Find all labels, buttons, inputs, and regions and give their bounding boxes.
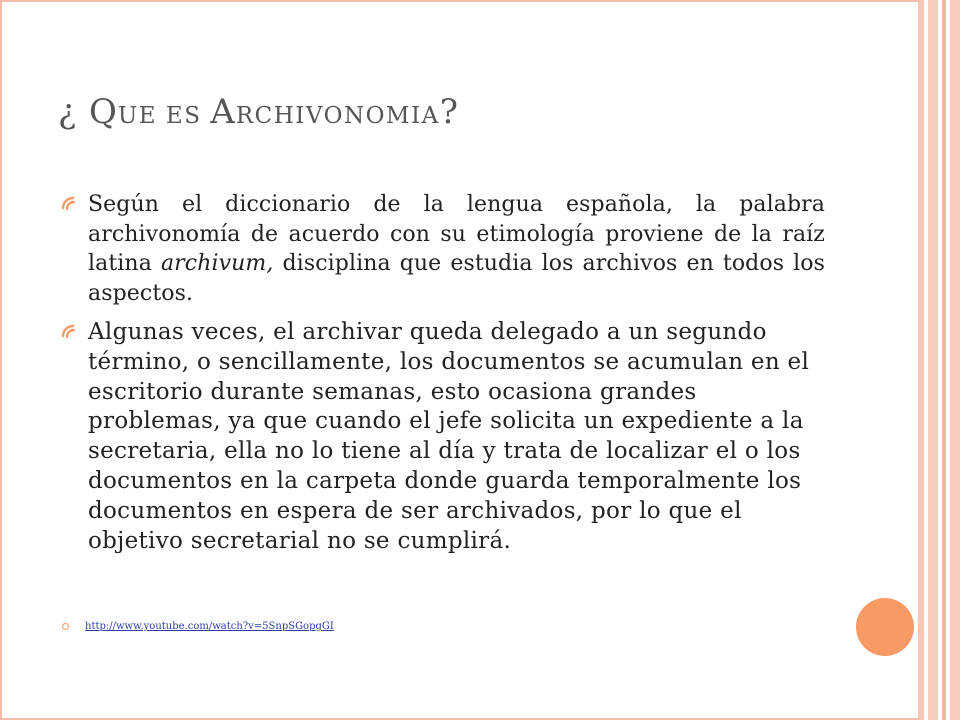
bullet-item-1 [60,190,825,308]
sprout-icon [60,194,76,212]
slide-frame-left [0,0,12,720]
title-prefix: ¿ [58,92,90,132]
sprout-icon [60,322,76,340]
bullet-list [60,190,825,556]
slide-title [58,92,459,132]
decorative-stripes [918,0,960,720]
title-suffix: ? [439,92,459,132]
bullet-1-text: Según el diccionario de la lengua española, la palabra archivonomía de acuerdo con su etimología proviene de la raíz latina [88,192,825,276]
circle-icon [62,623,69,630]
bullet-2-text: Algunas veces, el archivar queda delegado a un segundo término, o sencillamente, los documentos se acumulan en el escritorio durante semanas, esto ocasiona grandes problemas, ya que cuando el jefe solicita un expediente a la secretaria, ella no lo tiene al día y trata de localizar el o los documentos en la carpeta donde guarda temporalmente los documentos en espera de ser archivados, por lo que el objetivo secretarial no se cumplirá. [88,319,810,554]
accent-circle [856,598,914,656]
slide-frame-top [0,0,920,2]
sub-bullet-link-row [62,621,334,632]
title-a-rest: RCHIVONOMIA [235,103,440,129]
title-q-rest: UE ES [117,103,211,129]
youtube-link[interactable]: http://www.youtube.com/watch?v=5SnpSGopgGI [85,621,334,632]
title-q-cap: Q [89,92,118,132]
bullet-1-text-after: disciplina que estudia los archivos en todos los aspectos. [88,251,825,306]
bullet-item-2 [60,318,825,556]
bullet-1-italic: archivum, [160,251,274,276]
title-a-cap: A [210,92,236,132]
